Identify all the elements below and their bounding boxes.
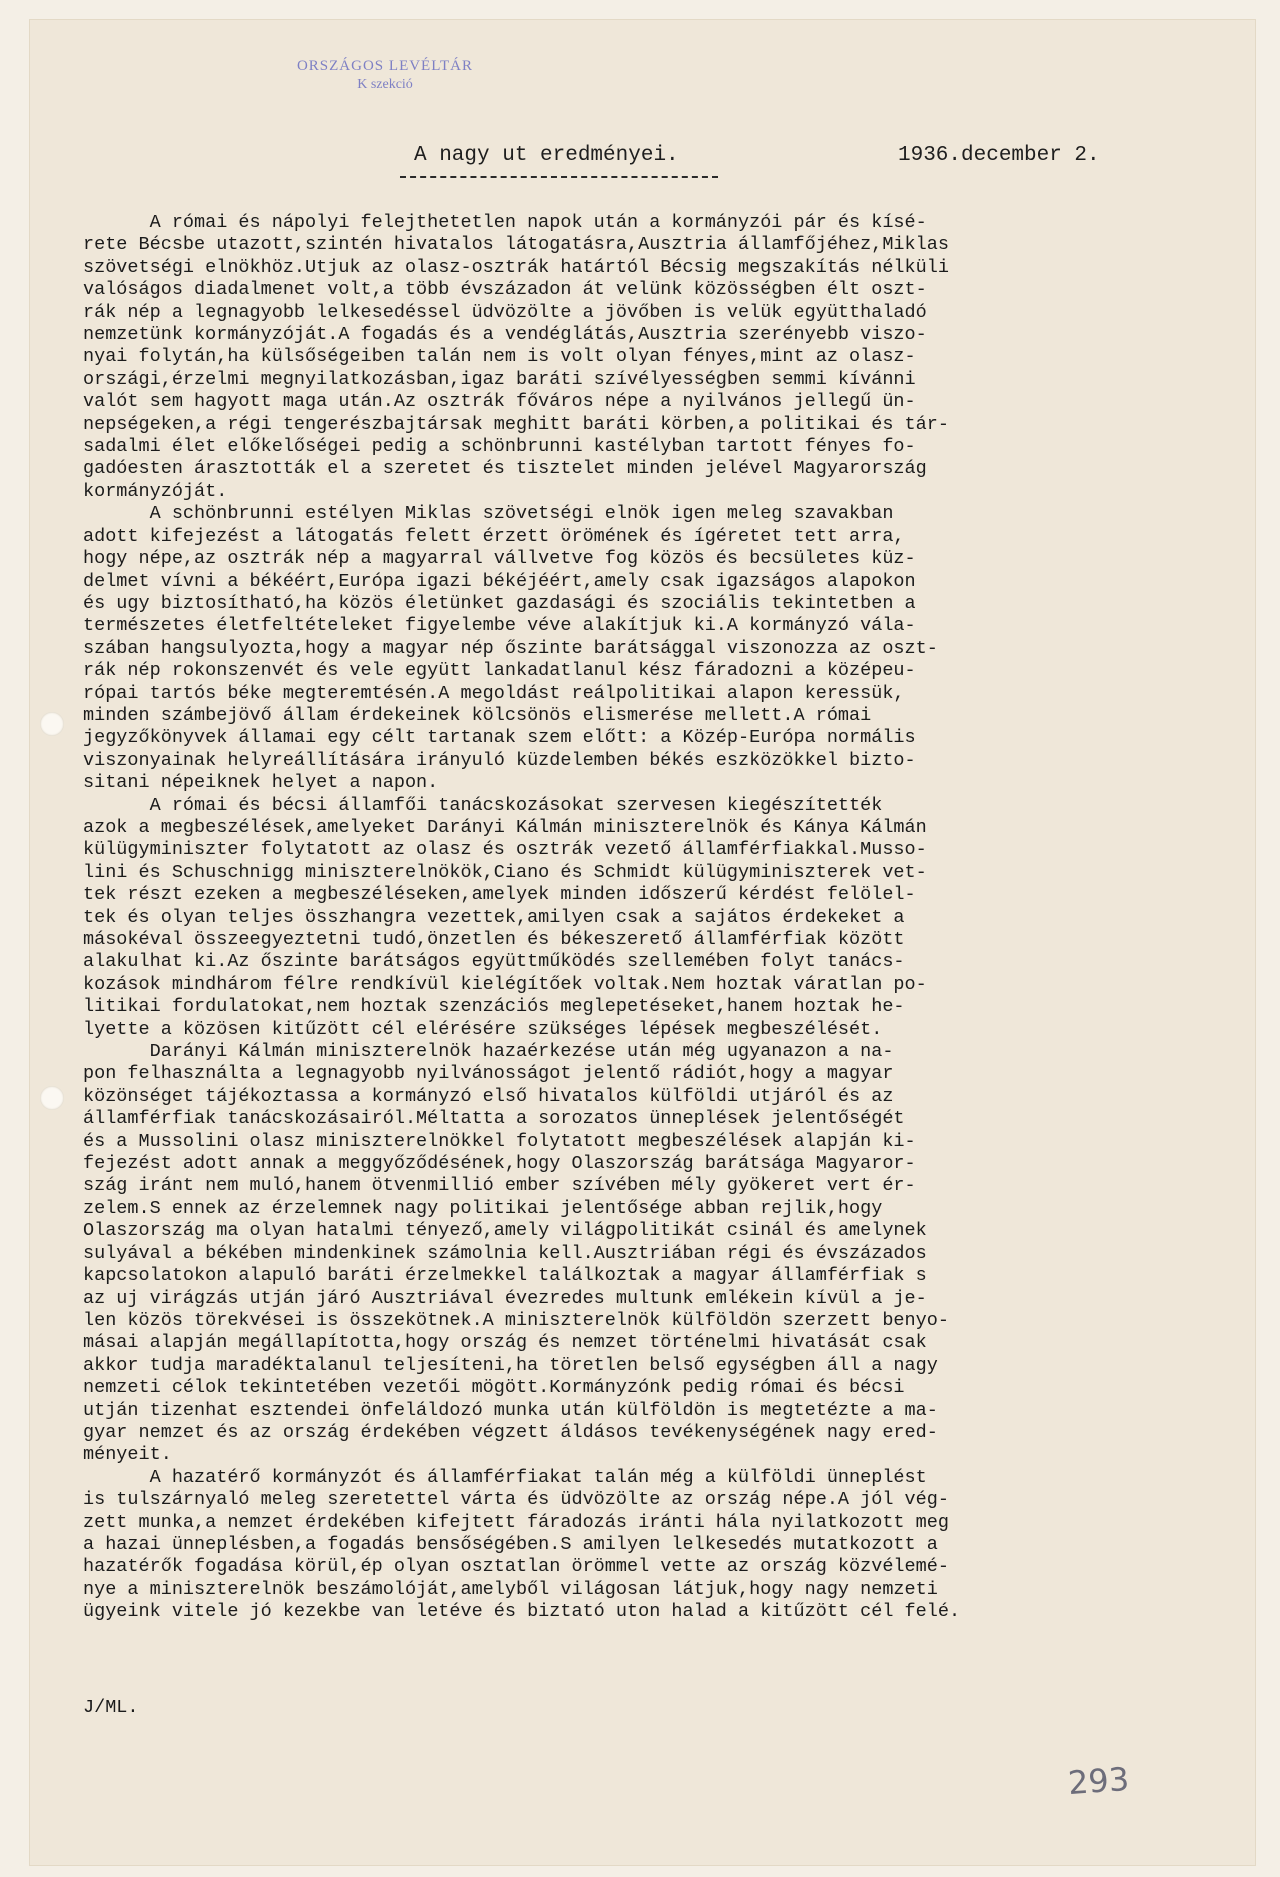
text-line: lini és Schuschnigg miniszterelnökök,Ciano és Schmidt külügyminiszterek vet-	[83, 861, 927, 883]
stamp-archive-name: ORSZÁGOS LEVÉLTÁR	[296, 58, 474, 74]
text-line: jegyzőkönyvek államai egy célt tartanak szem előtt: a Közép-Európa normális	[83, 727, 916, 749]
text-line: A schönbrunni estélyen Miklas szövetségi elnök igen meleg szavakban	[83, 503, 894, 525]
text-line: rák nép rokonszenvét és vele együtt lankadatlanul kész fáradozni a középeu-	[83, 660, 916, 682]
text-line: pon felhasználta a legnagyobb nyilvánosságot jelentő rádiót,hogy a magyar	[83, 1063, 894, 1085]
text-line: kapcsolatokon alapuló baráti érzelmekkel találkoztak a magyar államférfiak s	[83, 1265, 927, 1287]
text-line: másai alapján megállapította,hogy ország és nemzet történelmi hivatását csak	[83, 1332, 927, 1354]
text-line: rópai tartós béke megteremtésén.A megoldást reálpolitikai alapon keressük,	[83, 682, 905, 704]
text-line: nepségeken,a régi tengerészbajtársak meghitt baráti körben,a politikai és tár-	[83, 413, 949, 435]
document-title: A nagy ut eredményei.	[414, 144, 679, 167]
reference-initials: J/ML.	[83, 1697, 139, 1718]
text-line: közönséget tájékoztassa a kormányzó első hivatalos külföldi utjáról és az	[83, 1085, 894, 1107]
text-line: sadalmi élet előkelőségei pedig a schönbrunni kastélyban tartott fényes fo-	[83, 436, 916, 458]
text-line: A hazatérő kormányzót és államférfiakat talán még a külföldi ünneplést	[83, 1466, 927, 1488]
punch-hole	[40, 712, 64, 736]
text-line: utján tizenhat esztendei önfeláldozó munka után külföldön is megtetézte a ma-	[83, 1399, 938, 1421]
text-line: lyette a közösen kitűzött cél elérésére szükséges lépések megbeszélését.	[83, 1018, 883, 1040]
text-line: nye a miniszterelnök beszámolóját,amelyből világosan látjuk,hogy nagy nemzeti	[83, 1578, 938, 1600]
text-line: gyar nemzet és az ország érdekében végzett áldásos tevékenységének nagy ered-	[83, 1421, 938, 1443]
text-line: is tulszárnyaló meleg szeretettel várta és üdvözölte az ország népe.A jól vég-	[83, 1489, 949, 1511]
body-text	[83, 212, 1163, 1624]
text-line: len közös törekvései is összekötnek.A miniszterelnök külföldön szerzett benyo-	[83, 1309, 949, 1331]
text-line: szág iránt nem muló,hanem ötvenmillió ember szívében mély gyökeret vert ér-	[83, 1175, 916, 1197]
text-line: adott kifejezést a látogatás felett érzett örömének és ígéretet tett arra,	[83, 525, 905, 547]
text-line: valóságos diadalmenet volt,a több évszázadon át velünk közösségben élt oszt-	[83, 279, 927, 301]
page-number: 293	[1066, 1759, 1131, 1803]
text-line: külügyminiszter folytatott az olasz és osztrák vezető államférfiakkal.Musso-	[83, 839, 927, 861]
document-date: 1936.december 2.	[898, 144, 1100, 167]
text-line: tek részt ezeken a megbeszéléseken,amelyek minden időszerű kérdést felölel-	[83, 884, 916, 906]
text-line: ményeit.	[83, 1444, 172, 1466]
text-line: hazatérők fogadása körül,ép olyan osztatlan örömmel vette az ország közvélemé-	[83, 1556, 949, 1578]
text-line: másokéval összeegyeztetni tudó,önzetlen és békeszerető államférfiak között	[83, 929, 905, 950]
text-line: országi,érzelmi megnyilatkozásban,igaz baráti szívélyességben semmi kívánni	[83, 368, 916, 390]
text-line: természetes életfeltételeket figyelembe véve alakítjuk ki.A kormányzó vála-	[83, 615, 916, 637]
text-line: szában hangsulyozta,hogy a magyar nép őszinte barátsággal viszonozza az oszt-	[83, 637, 938, 659]
text-line: rete Bécsbe utazott,szintén hivatalos látogatásra,Ausztria államfőjéhez,Miklas	[83, 234, 949, 256]
text-line: A római és nápolyi felejthetetlen napok után a kormányzói pár és kísé-	[83, 212, 927, 233]
text-line: sitani népeiknek helyet a napon.	[83, 772, 439, 794]
text-line: zelem.S ennek az érzelemnek nagy politikai jelentősége abban rejlik,hogy	[83, 1197, 883, 1219]
text-line: rák nép a legnagyobb lelkesedéssel üdvözölte a jövőben is velük együtthaladó	[83, 301, 927, 323]
text-line: gadóesten árasztották el a szeretet és tisztelet minden jelével Magyarország	[83, 458, 927, 480]
text-line: minden számbejövő állam érdekeinek kölcsönös elismerése mellett.A római	[83, 704, 872, 726]
text-line: az uj virágzás utján járó Ausztriával évezredes multunk emlékein kívül a je-	[83, 1287, 927, 1309]
text-line: ügyeink vitele jó kezekbe van letéve és biztató uton halad a kitűzött cél felé.	[83, 1601, 961, 1623]
text-line: kormányzóját.	[83, 480, 228, 502]
text-line: szövetségi elnökhöz.Utjuk az olasz-osztrák határtól Bécsig megszakítás nélküli	[83, 256, 949, 278]
text-line: fejezést adott annak a meggyőződésének,hogy Olaszország barátsága Magyaror-	[83, 1153, 916, 1175]
text-line: a hazai ünneplésben,a fogadás bensőségében.S amilyen lelkesedés mutatkozott a	[83, 1533, 938, 1555]
text-line: alakulhat ki.Az őszinte barátságos együttműködés szellemében folyt tanács-	[83, 951, 905, 973]
archive-stamp	[285, 58, 485, 93]
text-line: hogy népe,az osztrák nép a magyarral vállvetve fog közös és becsületes küz-	[83, 548, 916, 570]
text-line: Darányi Kálmán miniszterelnök hazaérkezése után még ugyanazon a na-	[83, 1041, 894, 1063]
text-line: nemzetünk kormányzóját.A fogadás és a vendéglátás,Ausztria szerényebb viszo-	[83, 324, 927, 346]
text-line: kozások mindhárom félre rendkívül kielégítőek voltak.Nem hoztak váratlan po-	[83, 973, 927, 995]
text-line: azok a megbeszélések,amelyeket Darányi Kálmán miniszterelnök és Kánya Kálmán	[83, 816, 927, 838]
text-line: litikai fordulatokat,nem hoztak szenzációs meglepetéseket,hanem hoztak he-	[83, 996, 905, 1018]
punch-hole	[40, 1086, 64, 1110]
text-line: A római és bécsi államfői tanácskozásokat szervesen kiegészítették	[83, 794, 883, 816]
text-line: és ugy biztosítható,ha közös életünket gazdasági és szociális tekintetben a	[83, 592, 916, 614]
text-line: delmet vívni a békéért,Európa igazi békéjéért,amely csak igazságos alapokon	[83, 570, 916, 592]
text-line: valót sem hagyott maga után.Az osztrák főváros népe a nyilvános jellegű ün-	[83, 391, 916, 413]
text-line: államférfiak tanácskozásairól.Méltatta a sorozatos ünneplések jelentőségét	[83, 1108, 905, 1130]
text-line: és a Mussolini olasz miniszterelnökkel folytatott megbeszélések alapján ki-	[83, 1130, 916, 1152]
text-line: sulyával a békében mindenkinek számolnia kell.Ausztriában régi és évszázados	[83, 1242, 927, 1264]
text-line: viszonyainak helyreállítására irányuló küzdelemben békés eszközökkel bizto-	[83, 749, 916, 771]
text-line: Olaszország ma olyan hatalmi tényező,amely világpolitikát csinál és amelynek	[83, 1220, 927, 1242]
text-line: nemzeti célok tekintetében vezetői mögött.Kormányzónk pedig római és bécsi	[83, 1377, 905, 1399]
stamp-section: K szekció	[357, 77, 413, 92]
text-line: tek és olyan teljes összhangra vezettek,amilyen csak a sajátos érdekeket a	[83, 906, 905, 928]
title-underline	[400, 176, 718, 178]
text-line: akkor tudja maradéktalanul teljesíteni,ha töretlen belső egységben áll a nagy	[83, 1354, 938, 1376]
text-line: nyai folytán,ha külsőségeiben talán nem is volt olyan fényes,mint az olasz-	[83, 346, 916, 368]
text-line: zett munka,a nemzet érdekében kifejtett fáradozás iránti hála nyilatkozott meg	[83, 1511, 949, 1533]
